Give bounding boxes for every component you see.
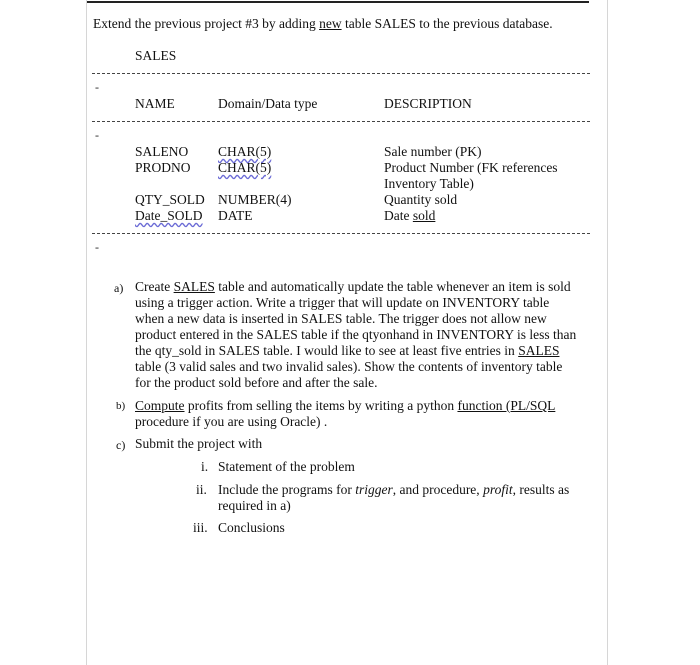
- subitem-iii-marker: iii.: [193, 520, 208, 535]
- header-type: Domain/Data type: [218, 96, 318, 111]
- header-description: DESCRIPTION: [384, 96, 472, 111]
- row-datesold-name: Date_SOLD: [135, 208, 203, 223]
- row-datesold-desc: Date sold: [384, 208, 436, 223]
- row-prodno-desc: Product Number (FK references: [384, 160, 558, 175]
- subitem-ii-marker: ii.: [196, 482, 207, 497]
- divider-tick: -: [95, 128, 99, 142]
- item-a-line1: Create SALES table and automatically update the table whenever an item is sold: [135, 279, 571, 294]
- table-divider-middle: [92, 121, 590, 122]
- subitem-i-text: Statement of the problem: [218, 459, 355, 474]
- row-prodno-desc-cont: Inventory Table): [384, 176, 474, 191]
- row-saleno-desc: Sale number (PK): [384, 144, 482, 159]
- item-a-line6: table (3 valid sales and two invalid sales). Show the contents of inventory table: [135, 359, 563, 374]
- subitem-i-marker: i.: [201, 459, 209, 474]
- item-a-line5: the qty_sold in SALES table. I would like to see at least five entries in SALES: [135, 343, 560, 358]
- subitem-ii-text-cont: required in a): [218, 498, 291, 513]
- row-qtysold-type: NUMBER(4): [218, 192, 292, 207]
- item-b-line2: procedure if you are using Oracle) .: [135, 414, 328, 429]
- item-a-marker: a): [114, 281, 124, 295]
- row-prodno-type: CHAR(5): [218, 160, 272, 175]
- row-datesold-type: DATE: [218, 208, 253, 223]
- divider-tick: -: [95, 80, 99, 94]
- row-saleno-name: SALENO: [135, 144, 189, 159]
- item-b-marker: b): [116, 400, 126, 412]
- item-a-line2: using a trigger action. Write a trigger that will update on INVENTORY table: [135, 295, 550, 310]
- intro-sentence: Extend the previous project #3 by adding new table SALES to the previous database.: [93, 16, 553, 31]
- table-title: SALES: [135, 48, 177, 63]
- subitem-iii-text: Conclusions: [218, 520, 285, 535]
- row-prodno-name: PRODNO: [135, 160, 191, 175]
- item-a-line7: for the product sold before and after the sale.: [135, 375, 378, 390]
- top-rule: [87, 1, 589, 3]
- item-c-marker: c): [116, 438, 126, 452]
- header-name: NAME: [135, 96, 175, 111]
- row-saleno-type: CHAR(5): [218, 144, 272, 159]
- intro-underlined-word: new: [319, 16, 342, 31]
- subitem-ii-text: Include the programs for trigger, and procedure, profit, results as: [218, 482, 570, 497]
- table-divider-top: [92, 73, 590, 74]
- item-b-line1: Compute profits from selling the items by writing a python function (PL/SQL: [135, 398, 556, 413]
- divider-tick: -: [95, 240, 99, 254]
- item-a-line3: when a new data is inserted in SALES table. The trigger does not allow new: [135, 311, 547, 326]
- row-qtysold-desc: Quantity sold: [384, 192, 458, 207]
- item-c-line1: Submit the project with: [135, 436, 263, 451]
- row-qtysold-name: QTY_SOLD: [135, 192, 205, 207]
- table-divider-bottom: [92, 233, 590, 234]
- item-a-line4: product entered in the SALES table if the qtyonhand in INVENTORY is less than: [135, 327, 577, 342]
